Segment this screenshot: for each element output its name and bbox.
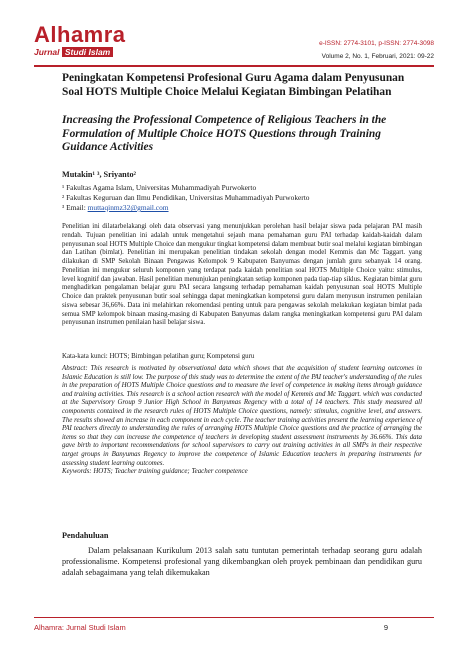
title-english: Increasing the Professional Competence of Religious Teachers in the Formulation of Multiple Choice HOTS Questions through Training Guidance Activities [62, 114, 387, 153]
footer-rule [34, 617, 434, 618]
footer-journal: Alhamra: Jurnal Studi Islam [34, 623, 126, 632]
section-heading: Pendahuluan [62, 531, 109, 540]
affiliation-2: ² Fakultas Keguruan dan Ilmu Pendidikan, Universitas Muhammadiyah Purwokerto [62, 193, 310, 202]
authors: Mutakin¹ ³, Sriyanto² [62, 170, 137, 179]
brand-name: Alhamra [34, 22, 126, 47]
page-number: 9 [383, 623, 388, 632]
abstract-indonesian: Penelitian ini dilatarbelakangi oleh data observasi yang menunjukkan perolehan hasil belajar siswa pada pelajaran PAI masih rendah. Tujuan penelitian ini adalah untuk mengetahui sejauh mana pemahaman guru PAI terhadap kaidah-kaidah dalam penyusunan soal HOTS Multiple Choice dan mengukur tingkat kompetensi dalam membuat butir soal melalui kegiatan bimbingan dan Latihan (bimlat). Penelitian ini merupakan penelitian tindakan sekolah dengan model Kemmis dan Mc Taggart. yang dilakukan di SMP Sekolah Binaan Pengawas Kelompok 9 Kabupaten Banyumas dengan jumlah guru sebanyak 14 orang. Penelitian ini mengukur seluruh komponen yang terdapat pada kaidah penelitian soal HOTS Multiple Choice yaitu: stimulus, level kognitif dan jawaban. Hasil penelitian menunjukan peningkatan setiap komponen pada tiap-tiap siklus. Kegiatan bimlat guru menghadirkan pengalaman belajar guru PAI secara langsung terhadap pemahaman kaidah penyusunan soal HOTS Multiple Choice dan praktek penyusunan butir soal sehingga dapat meningkatkan kompetensi guru dalam menyusun instrumen penilaian siswa sebesar 36,66%. Data ini melahirkan rekomendasi penting untuk para pengawas sekolah melakukan kegiatan bimlat pada semua SMP kelompok binaan masing-masing di Kabupaten Banyumas dalam rangka meningkatkan kompetensi guru PAI dalam penyusunan instrumen penilaian hasil belajar siswa. [62, 223, 422, 327]
email-line [62, 203, 169, 212]
header-rule [34, 65, 434, 67]
email-link[interactable]: muttaqinmz32@gmail.com [87, 203, 169, 212]
introduction-paragraph: Dalam pelaksanaan Kurikulum 2013 salah satu tuntutan pemerintah terhadap seorang guru adalah professionalisme. Kompetensi profesional yang dikembangkan oleh proyek pembinaan dan pendidikan guru adalah sebagaimana yang telah dikemukakan [62, 546, 422, 578]
affiliation-1: ¹ Fakultas Agama Islam, Universitas Muhammadiyah Purwokerto [62, 183, 257, 192]
title-indonesian: Peningkatan Kompetensi Profesional Guru Agama dalam Penyusunan Soal HOTS Multiple Choice Melalui Kegiatan Bimbingan Pelatihan [62, 72, 405, 98]
abstract-label: Abstract [62, 365, 86, 372]
abstract-english [62, 365, 422, 477]
keywords-english: Keywords: HOTS; Teacher training guidance; Teacher competence [62, 468, 248, 476]
email-label: ³ Email: [62, 203, 88, 212]
abstract-english-text: : This research is motivated by observational data which shows that the acquisition of student learning outcomes in Islamic Education is still low. The purpose of this study was to determine the extent of the PAI teacher's understanding of the rules in the preparation of HOTS Multiple Choice questions and to measure the level of competence in making items through guidance and training activities. This research is a school action research with the model of Kemmis and Mc Taggart. which was conducted at the Supervisory Group 9 Junior High School in Banyumas Regency with a total of 14 teachers. This study measured all components contained in the research rules of HOTS Multiple Choice questions, namely: stimulus, cognitive level, and answers. The results showed an increase in each component in each cycle. The teacher training activities present the learning experience of PAI teachers directly to understanding the rules of arranging HOTS Multiple Choice questions and the practice of arranging the items so that they can increase the competence of teachers in developing student assessment instruments by 36.66%. This data gave birth to important recommendations for school supervisors to carry out training activities in all SMPs in their respective target groups in Banyumas Regency to improve the competence of Islamic Education teachers in preparing instruments for assessing student learning outcomes. [62, 365, 422, 467]
issn-line: e-ISSN: 2774-3101, p-ISSN: 2774-3098 [319, 40, 434, 47]
journal-subtitle [34, 47, 126, 57]
journal-prefix: Jurnal [34, 47, 60, 57]
journal-logo [34, 24, 126, 57]
volume-line: Volume 2, No. 1, Februari, 2021: 09-22 [321, 53, 434, 60]
journal-box: Studi Islam [62, 47, 113, 57]
keywords-indonesian: Kata-kata kunci: HOTS; Bimbingan pelatihan guru; Kompetensi guru [62, 353, 255, 360]
